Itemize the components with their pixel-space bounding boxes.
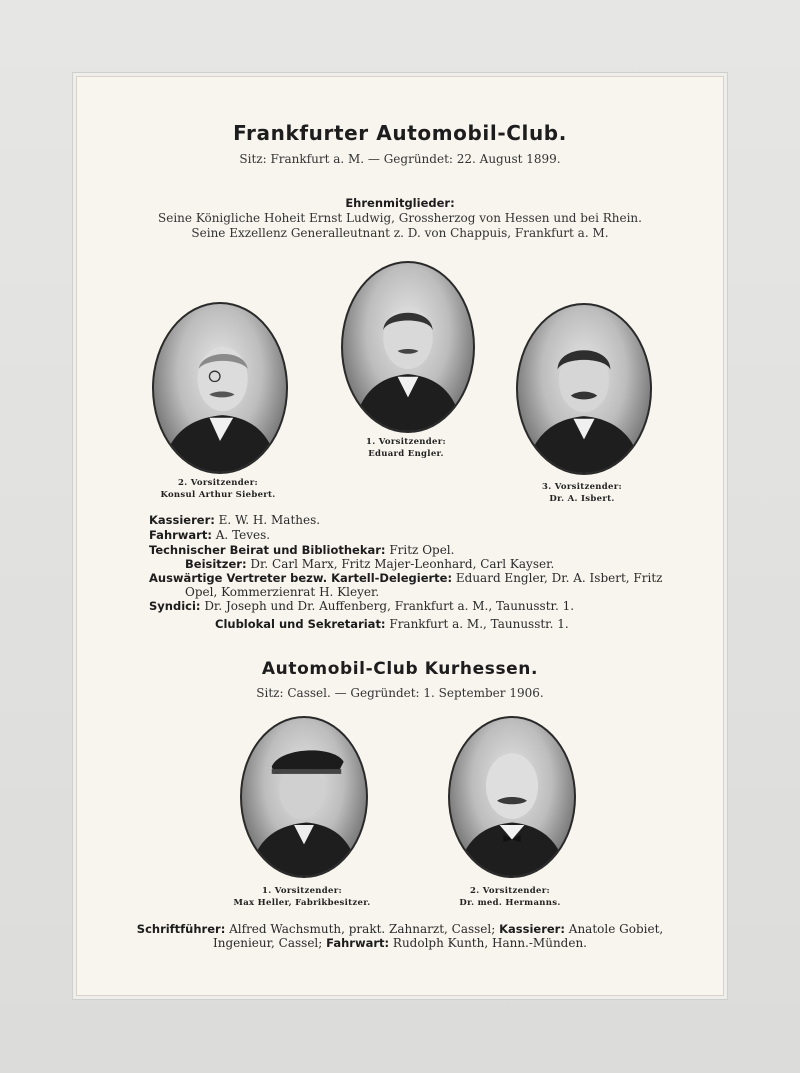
- portrait-eduard-engler: [341, 261, 475, 433]
- officer-row-fahrwart: Fahrwart: A. Teves.: [149, 528, 271, 542]
- club1-subtitle: Sitz: Frankfurt a. M. — Gegründet: 22. August 1899.: [239, 152, 561, 166]
- officer-row-beisitzer: Beisitzer: Dr. Carl Marx, Fritz Majer-Leonhard, Carl Kayser.: [185, 557, 555, 571]
- caption-name-3: Dr. A. Isbert.: [549, 494, 615, 504]
- officer-row-clublokal: Clublokal und Sekretariat: Frankfurt a. M., Taunusstr. 1.: [215, 617, 569, 631]
- caption-role-4: 1. Vorsitzender:: [262, 886, 342, 896]
- club2-subtitle: Sitz: Cassel. — Gegründet: 1. September 1906.: [256, 686, 544, 700]
- portrait-arthur-siebert: [152, 302, 288, 474]
- portrait-hermanns: [448, 716, 576, 878]
- honorary-line-1: Seine Königliche Hoheit Ernst Ludwig, Grossherzog von Hessen und bei Rhein.: [158, 211, 642, 225]
- caption-name-1: Eduard Engler.: [368, 449, 444, 459]
- portrait-max-heller: [240, 716, 368, 878]
- caption-role-1: 1. Vorsitzender:: [366, 437, 446, 447]
- honorary-line-2: Seine Exzellenz Generalleutnant z. D. von Chappuis, Frankfurt a. M.: [191, 226, 609, 240]
- club1-title: Frankfurter Automobil-Club.: [233, 121, 567, 145]
- caption-role-5: 2. Vorsitzender:: [470, 886, 550, 896]
- club2-title: Automobil-Club Kurhessen.: [261, 659, 539, 679]
- caption-name-2: Konsul Arthur Siebert.: [160, 490, 276, 500]
- caption-role-3: 3. Vorsitzender:: [542, 482, 622, 492]
- officer-row-technischer-beirat: Technischer Beirat und Bibliothekar: Fritz Opel.: [149, 543, 455, 557]
- portrait-a-isbert: [516, 303, 652, 475]
- officer-row-delegierte-cont: Opel, Kommerzienrat H. Kleyer.: [185, 585, 380, 599]
- caption-name-4: Max Heller, Fabrikbesitzer.: [233, 898, 371, 908]
- club2-footer-line-1: Schriftführer: Alfred Wachsmuth, prakt. Zahnarzt, Cassel; Kassierer: Anatole Gobiet,: [136, 922, 664, 936]
- officer-row-syndici: Syndici: Dr. Joseph und Dr. Auffenberg, Frankfurt a. M., Taunusstr. 1.: [149, 599, 575, 613]
- caption-name-5: Dr. med. Hermanns.: [459, 898, 561, 908]
- honorary-heading: Ehrenmitglieder:: [345, 196, 455, 210]
- officer-row-kassierer: Kassierer: E. W. H. Mathes.: [149, 513, 321, 527]
- officer-row-delegierte: Auswärtige Vertreter bezw. Kartell-Delegierte: Eduard Engler, Dr. A. Isbert, Fritz: [149, 571, 663, 585]
- club2-footer-line-2: Ingenieur, Cassel; Fahrwart: Rudolph Kunth, Hann.-Münden.: [212, 936, 587, 950]
- caption-role-2: 2. Vorsitzender:: [178, 478, 258, 488]
